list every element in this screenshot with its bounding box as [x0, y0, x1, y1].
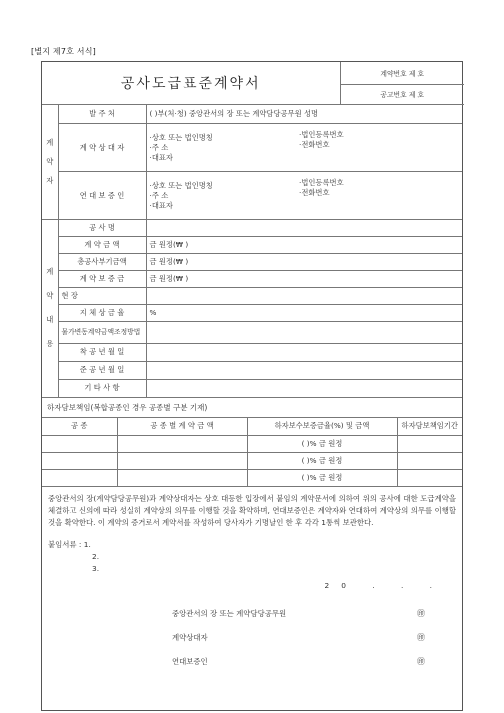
party-section-label: 계 약 자: [42, 105, 58, 220]
warranty-cell: [397, 469, 462, 486]
signature-label: 중앙관서의 장 또는 계약담당공무원: [172, 608, 287, 618]
content-label-9: 기 타 사 항: [58, 379, 146, 397]
content-label-3: 계 약 보 증 금: [58, 270, 146, 287]
contractor-fields-right: ·법인등록번호 ·전화번호: [296, 124, 462, 172]
warranty-header-1: 공 종 별 계 약 금 액: [117, 417, 247, 435]
content-label-1: 계 약 금 액: [58, 236, 146, 253]
seal-icon: ㊞: [417, 656, 425, 666]
contract-date: 20 . . .: [324, 580, 444, 590]
content-label-6: 물가변동계약금액조정방법: [58, 321, 146, 343]
warranty-cell: [397, 435, 462, 452]
guarantor-fields-right: ·법인등록번호 ·전화번호: [296, 172, 462, 220]
warranty-header-3: 하자담보책임기간: [397, 417, 462, 435]
contract-number: 계약번호 제 호: [340, 62, 464, 84]
signature-label: 계약상대자: [172, 632, 208, 642]
warranty-cell: [397, 452, 462, 469]
guarantor-label: 연 대 보 증 인: [58, 172, 146, 220]
content-label-7: 착 공 년 월 일: [58, 343, 146, 361]
warranty-cell: [42, 452, 117, 469]
warranty-cell: [42, 469, 117, 486]
warranty-title: 하자담보책임(복합공종인 경우 공종별 구분 기재): [47, 402, 208, 412]
content-label-8: 준 공 년 월 일: [58, 361, 146, 379]
content-value-8: [146, 361, 462, 379]
orderer-label: 발 주 처: [58, 105, 146, 124]
content-value-5: %: [146, 304, 462, 321]
guarantor-fields-left: ·상호 또는 법인명칭 ·주 소 ·대표자: [146, 172, 296, 220]
warranty-rate-2: ( )% 금 원정: [247, 469, 397, 486]
agreement-paragraph: 중앙관서의 장(계약담당공무원)과 계약상대자는 상호 대등한 입장에서 붙임의 계약문서에 의하여 위의 공사에 대한 도급계약을 체결하고 신의에 따라 성실히 계약상의 의무를 이행할 것을 확약하며, 연대보증인은 계약자와 연대하여 계약상의 의무를 이행할 것을 확약한다. 이 계약의 증거로서 계약서를 작성하여 당사자가 기명날인 한 후 각각 1통씩 보관한다.: [48, 493, 456, 527]
content-value-4: [146, 287, 462, 304]
header-table: [42, 62, 464, 105]
content-value-6: [146, 321, 462, 343]
form-title: 공사도급표준계약서: [42, 62, 340, 104]
warranty-rate-1: ( )% 금 원정: [247, 452, 397, 469]
attachments-label: 붙임서류 :: [48, 539, 82, 549]
content-label-4: 현 장: [58, 287, 146, 304]
warranty-table: [42, 417, 462, 487]
signature-block: [42, 608, 462, 680]
notice-number: 공고번호 제 호: [340, 84, 464, 104]
contractor-fields-left: ·상호 또는 법인명칭 ·주 소 ·대표자: [146, 124, 296, 172]
warranty-header-2: 하자보수보증금율(%) 및 금액: [247, 417, 397, 435]
content-label-2: 총공사부기금액: [58, 253, 146, 270]
content-label-0: 공 사 명: [58, 220, 146, 236]
party-table: [42, 105, 462, 221]
signature-row: [42, 608, 462, 632]
content-section-label: 계 약 내 용: [42, 220, 58, 397]
warranty-cell: [117, 452, 247, 469]
content-value-9: [146, 379, 462, 397]
warranty-header-0: 공 종: [42, 417, 117, 435]
contractor-label: 계 약 상 대 자: [58, 124, 146, 172]
contract-form: [41, 61, 463, 711]
signature-label: 연대보증인: [172, 656, 208, 666]
attachment-item: 2.: [92, 551, 100, 561]
signature-row: [42, 656, 462, 680]
signature-row: [42, 632, 462, 656]
content-label-5: 지 체 상 금 율: [58, 304, 146, 321]
warranty-cell: [42, 435, 117, 452]
seal-icon: ㊞: [417, 608, 425, 618]
attachment-item: 3.: [92, 563, 100, 573]
form-label: [별지 제7호 서식]: [31, 47, 96, 56]
orderer-value: ( )부(처·청) 중앙관서의 장 또는 계약담당공무원 성명: [146, 105, 462, 124]
warranty-cell: [117, 435, 247, 452]
content-value-3: 금 원정(₩ ): [146, 270, 462, 287]
attachments: [42, 539, 462, 575]
content-value-0: [146, 220, 462, 236]
warranty-rate-0: ( )% 금 원정: [247, 435, 397, 452]
attachment-item: 1.: [83, 539, 91, 549]
content-value-7: [146, 343, 462, 361]
seal-icon: ㊞: [417, 632, 425, 642]
content-value-2: 금 원정(₩ ): [146, 253, 462, 270]
content-table: [42, 220, 462, 398]
content-value-1: 금 원정(₩ ): [146, 236, 462, 253]
warranty-cell: [117, 469, 247, 486]
